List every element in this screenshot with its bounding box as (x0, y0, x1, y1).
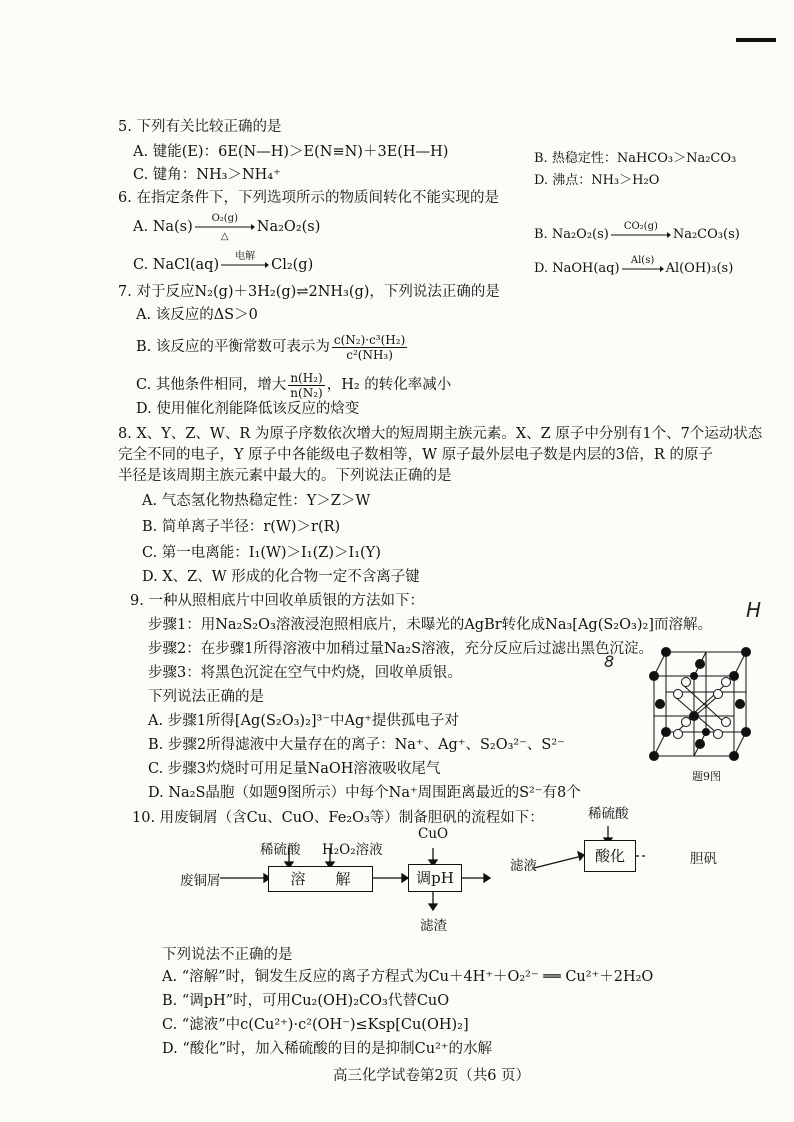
flow-reagent-sulfuric-acid: 稀硫酸 (260, 842, 301, 858)
sodium-ions (674, 678, 731, 739)
q6-option-b (534, 220, 740, 250)
q8-option-b: B. 简单离子半径：r(W)＞r(R) (142, 519, 341, 535)
flow-input-label: 废铜屑 (180, 873, 221, 889)
q9-stem: 下列说法正确的是 (148, 689, 264, 705)
q9-option-b: B. 步骤2所得滤液中大量存在的离子：Na⁺、Ag⁺、S₂O₃²⁻、S²⁻ (148, 737, 565, 753)
q7-option-d: D. 使用催化剂能降低该反应的焓变 (136, 401, 360, 417)
q6-stem: 6. 在指定条件下，下列选项所示的物质间转化不能实现的是 (118, 190, 499, 206)
na2s-unit-cell-figure (648, 646, 752, 786)
q7-stem: 7. 对于反应N₂(g)＋3H₂(g)⇌2NH₃(g)，下列说法正确的是 (118, 284, 500, 300)
q5-stem: 5. 下列有关比较正确的是 (118, 119, 282, 135)
q6-option-c (133, 250, 313, 280)
q7-c-fraction (288, 371, 324, 400)
q6-d-product: Al(OH)₃(s) (665, 261, 734, 276)
q6-b-reactant: B. Na₂O₂(s) (534, 227, 609, 242)
q8-option-c: C. 第一电离能：I₁(W)＞I₁(Z)＞I₁(Y) (142, 545, 381, 561)
q6-option-a (133, 212, 320, 242)
flow-step-adjust-ph: 调pH (408, 864, 462, 892)
q5-option-b: B. 热稳定性：NaHCO₃＞Na₂CO₃ (534, 151, 737, 166)
q6-a-heat: △ (220, 231, 229, 242)
q5-option-d: D. 沸点：NH₃＞H₂O (534, 173, 660, 188)
q6-b-arrow (611, 222, 671, 248)
q10-option-d: D. “酸化”时，加入稀硫酸的目的是抑制Cu²⁺的水解 (162, 1041, 493, 1057)
q6-d-condition: Al(s) (630, 254, 655, 266)
scan-mark (736, 38, 776, 42)
q6-a-product: Na₂O₂(s) (256, 219, 321, 235)
q7-option-a: A. 该反应的ΔS＞0 (136, 307, 258, 323)
page-footer: 高三化学试卷第2页（共6 页） (333, 1068, 531, 1084)
q9-step2: 步骤2：在步骤1所得溶液中加稍过量Na₂S溶液，充分反应后过滤出黑色沉淀。 (148, 641, 654, 657)
q6-c-condition: 电解 (235, 251, 256, 262)
q7-b-denominator: c²(NH₃) (346, 347, 393, 362)
flow-step-dissolve: 溶 解 (268, 866, 373, 892)
q8-option-d: D. X、Z、W 形成的化合物一定不含离子键 (142, 569, 420, 585)
q7-option-c (136, 368, 451, 402)
q10-option-b: B. “调pH”时，可用Cu₂(OH)₂CO₃代替CuO (162, 993, 450, 1009)
handwritten-note-8: 8 (604, 652, 615, 671)
q9-step3: 步骤3：将黑色沉淀在空气中灼烧，回收单质银。 (148, 665, 462, 681)
figure-caption: 题9图 (692, 770, 721, 783)
sulfide-ions (649, 647, 751, 761)
q5-option-a: A. 键能(E)：6E(N—H)＞E(N≡N)＋3E(H—H) (133, 144, 449, 160)
q6-a-arrow (195, 214, 255, 240)
q9-option-a: A. 步骤1所得[Ag(S₂O₃)₂]³⁻中Ag⁺提供孤电子对 (148, 713, 459, 729)
q7-option-b (136, 330, 409, 364)
q9-step1: 步骤1：用Na₂S₂O₃溶液浸泡照相底片，未曝光的AgBr转化成Na₃[Ag(S₂O₃)₂]而溶解。 (148, 617, 712, 633)
q6-option-d (534, 254, 733, 284)
q6-b-condition: CO₂(g) (623, 220, 658, 232)
q9-option-d: D. Na₂S晶胞（如题9图所示）中每个Na⁺周围距离最近的S²⁻有8个 (148, 785, 581, 801)
handwritten-note-h: H (746, 598, 762, 622)
q8-line3: 半径是该周期主族元素中最大的。下列说法正确的是 (118, 468, 452, 484)
flow-residue-label: 滤渣 (420, 918, 447, 934)
q10-question: 下列说法不正确的是 (162, 947, 293, 963)
flow-reagent-peroxide: H₂O₂溶液 (322, 842, 383, 858)
flow-product-label: 胆矾 (690, 851, 717, 867)
q6-c-product: Cl₂(g) (271, 257, 314, 273)
q6-d-reactant: D. NaOH(aq) (534, 261, 620, 276)
flow-reagent-cuo: CuO (418, 826, 449, 842)
q7-b-numerator: c(N₂)·c³(H₂) (333, 332, 406, 347)
q9-line1: 9. 一种从照相底片中回收单质银的方法如下： (130, 593, 424, 609)
q7-c-prefix: C. 其他条件相同，增大 (136, 377, 287, 393)
q9-option-c: C. 步骤3灼烧时可用足量NaOH溶液吸收尾气 (148, 761, 441, 777)
q7-c-denominator: n(N₂) (290, 385, 323, 400)
flow-step-acidify: 酸化 (584, 840, 636, 872)
flow-reagent-acidify: 稀硫酸 (588, 806, 629, 822)
q8-option-a: A. 气态氢化物热稳定性：Y＞Z＞W (142, 493, 371, 509)
q7-c-suffix: ，H₂ 的转化率减小 (326, 377, 452, 393)
q6-b-product: Na₂CO₃(s) (672, 227, 740, 242)
q6-d-arrow (622, 256, 664, 282)
q5-option-c: C. 键角：NH₃＞NH₄⁺ (133, 167, 281, 183)
q7-c-numerator: n(H₂) (288, 371, 324, 386)
q6-c-reactant: C. NaCl(aq) (133, 257, 220, 273)
flow-filtrate-label: 滤液 (510, 858, 537, 874)
q6-c-arrow (221, 252, 269, 278)
q8-line2: 完全不同的电子，Y 原子中各能级电子数相等，W 原子最外层电子数是内层的3倍，R 的原子 (118, 447, 713, 463)
q7-b-fraction (332, 333, 407, 362)
q10-option-a: A. “溶解”时，铜发生反应的离子方程式为Cu＋4H⁺＋O₂²⁻ ══ Cu²⁺＋2H₂O (162, 969, 654, 985)
q7-b-prefix: B. 该反应的平衡常数可表示为 (136, 339, 330, 355)
q6-a-reactant: A. Na(s) (133, 219, 193, 235)
q8-line1: 8. X、Y、Z、W、R 为原子序数依次增大的短周期主族元素。X、Z 原子中分别有1个、7个运动状态 (118, 426, 763, 442)
q10-stem: 10. 用废铜屑（含Cu、CuO、Fe₂O₃等）制备胆矾的流程如下： (132, 810, 544, 826)
q6-a-condition: O₂(g) (211, 213, 238, 224)
q10-option-c: C. “滤液”中c(Cu²⁺)·c²(OH⁻)≤Ksp[Cu(OH)₂] (162, 1017, 469, 1033)
